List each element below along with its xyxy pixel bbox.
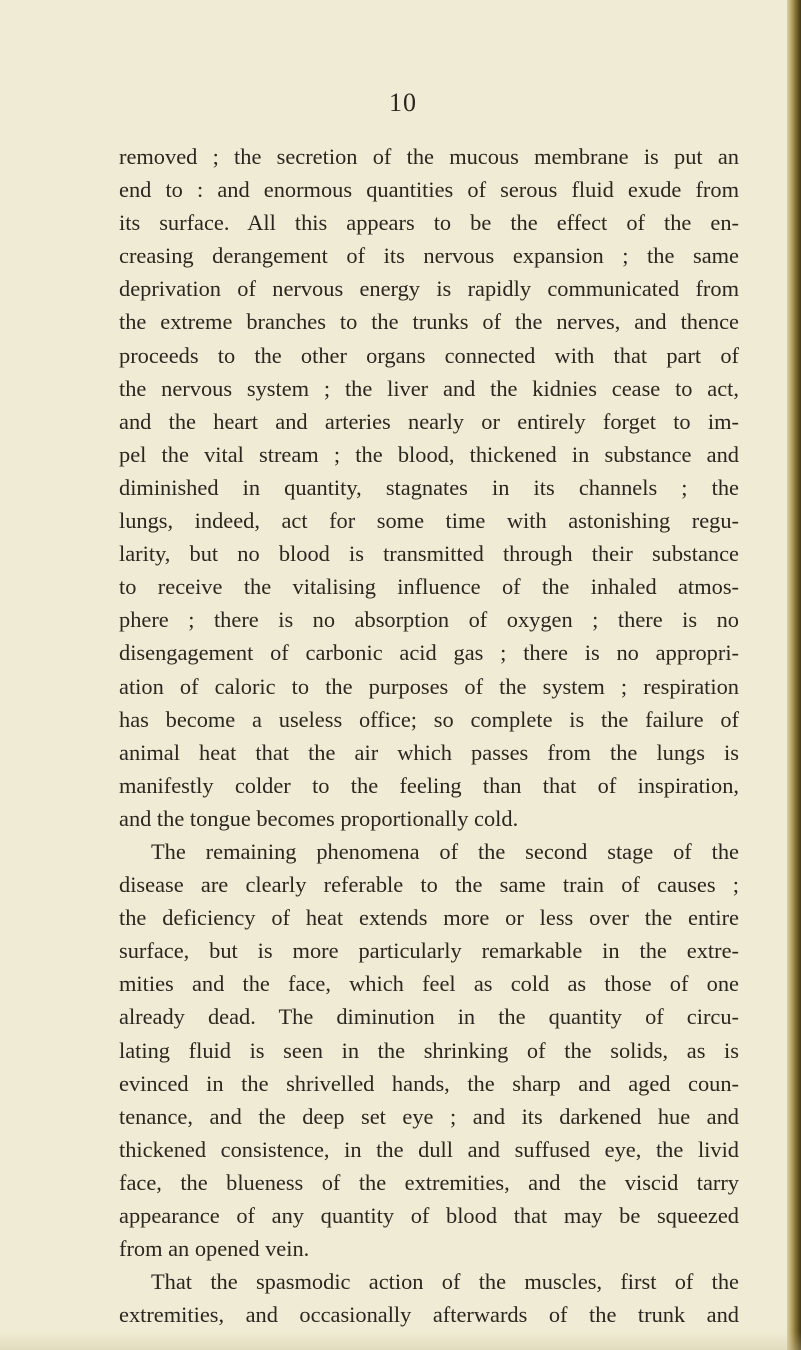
text-line: proceeds to the other organs connected with that part of	[119, 342, 739, 368]
text-line: disengagement of carbonic acid gas ; there is no appropri-	[119, 640, 739, 666]
body-text	[119, 140, 739, 1331]
text-line: already dead. The diminution in the quantity of circu-	[119, 1004, 739, 1030]
text-line: The remaining phenomena of the second stage of the	[151, 838, 739, 864]
text-line: its surface. All this appears to be the effect of the en-	[119, 210, 739, 236]
text-line: from an opened vein.	[119, 1236, 310, 1262]
text-line: mities and the face, which feel as cold as those of one	[119, 971, 739, 997]
text-line: thickened consistence, in the dull and suffused eye, the livid	[119, 1136, 739, 1162]
text-line: end to : and enormous quantities of serous fluid exude from	[119, 177, 739, 203]
text-line: deprivation of nervous energy is rapidly communicated from	[119, 276, 739, 302]
text-line: That the spasmodic action of the muscles, first of the	[151, 1269, 739, 1295]
text-line: disease are clearly referable to the same train of causes ;	[119, 872, 739, 898]
text-line: face, the blueness of the extremities, and the viscid tarry	[119, 1169, 739, 1195]
paragraph-3	[119, 1265, 739, 1331]
text-line: manifestly colder to the feeling than that of inspiration,	[119, 772, 739, 798]
text-line: ation of caloric to the purposes of the system ; respiration	[119, 673, 739, 699]
text-line: and the heart and arteries nearly or entirely forget to im-	[119, 408, 739, 434]
text-line: larity, but no blood is transmitted through their substance	[119, 541, 739, 567]
text-line: tenance, and the deep set eye ; and its darkened hue and	[119, 1103, 739, 1129]
text-line: the extreme branches to the trunks of the nerves, and thence	[119, 309, 739, 335]
text-line: the nervous system ; the liver and the kidnies cease to act,	[119, 375, 739, 401]
text-line: lating fluid is seen in the shrinking of the solids, as is	[119, 1037, 739, 1063]
text-line: evinced in the shrivelled hands, the sharp and aged coun-	[119, 1070, 739, 1096]
text-line: lungs, indeed, act for some time with astonishing regu-	[119, 508, 739, 534]
text-line: phere ; there is no absorption of oxygen ; there is no	[119, 607, 739, 633]
text-line: diminished in quantity, stagnates in its channels ; the	[119, 474, 739, 500]
text-line: the deficiency of heat extends more or less over the entire	[119, 905, 739, 931]
text-line: pel the vital stream ; the blood, thickened in substance and	[119, 441, 739, 467]
text-line: has become a useless office; so complete is the failure of	[119, 706, 739, 732]
text-line: appearance of any quantity of blood that may be squeezed	[119, 1203, 739, 1228]
page-number: 10	[389, 88, 417, 117]
paragraph-2	[119, 835, 739, 1265]
text-line: surface, but is more particularly remarkable in the extre-	[119, 938, 739, 964]
page-bottom-shadow	[0, 1332, 801, 1350]
text-line: extremities, and occasionally afterwards of the trunk and	[119, 1302, 739, 1328]
text-line: removed ; the secretion of the mucous membrane is put an	[119, 144, 739, 169]
text-line: creasing derangement of its nervous expansion ; the same	[119, 243, 739, 269]
text-line: and the tongue becomes proportionally cold.	[119, 805, 519, 831]
paragraph-1	[119, 140, 739, 835]
text-line: animal heat that the air which passes from the lungs is	[119, 739, 739, 765]
page-edge	[787, 0, 801, 1350]
text-line: to receive the vitalising influence of the inhaled atmos-	[119, 574, 739, 600]
